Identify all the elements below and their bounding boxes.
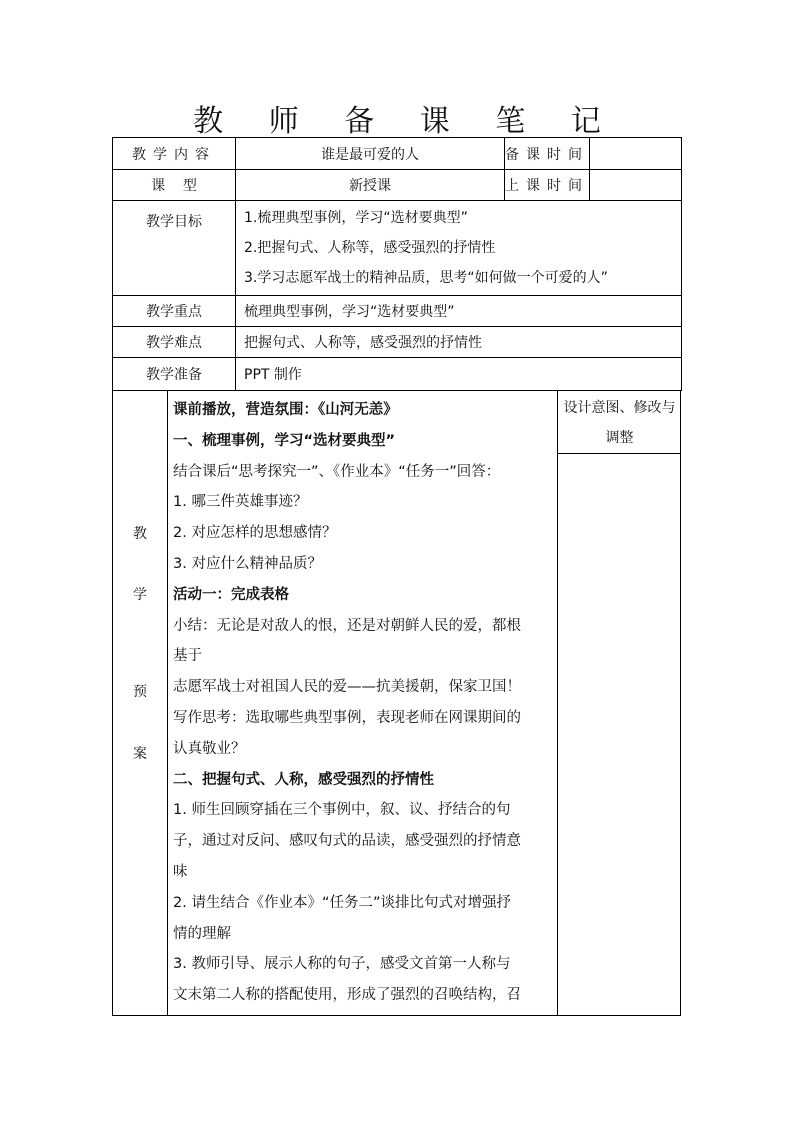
type-value: 新授课 (236, 170, 505, 201)
type-label: 课 型 (113, 170, 236, 201)
plan-line: 子，通过对反问、感叹句式的品读，感受强烈的抒情意 (173, 833, 521, 850)
row-content (113, 138, 682, 170)
plan-content (173, 395, 555, 1011)
goals-list (236, 201, 682, 296)
plan-line: 志愿军战士对祖国人民的爱——抗美援朝，保家卫国！ (173, 679, 521, 696)
preparation-label: 教学准备 (113, 358, 236, 391)
plan-line: 结合课后“思考探究一”、《作业本》“任务一”回答： (173, 463, 501, 480)
row-key-point (113, 296, 682, 327)
class-time-value (590, 170, 682, 201)
plan-line: 3. 教师引导、展示人称的句子，感受文首第一人称与 (173, 956, 511, 973)
goal-item: 2.把握句式、人称等，感受强烈的抒情性 (244, 240, 496, 256)
plan-line: 活动一：完成表格 (173, 586, 289, 603)
plan-line: 一、梳理事例，学习“选材要典型” (173, 432, 396, 449)
key-point-value: 梳理典型事例，学习“选材要典型” (236, 296, 682, 327)
plan-line: 3. 对应什么精神品质？ (173, 555, 322, 572)
plan-line: 1. 师生回顾穿插在三个事例中，叙、议、抒结合的句 (173, 802, 511, 819)
difficulty-label: 教学难点 (113, 327, 236, 358)
plan-line: 2. 请生结合《作业本》“任务二”谈排比句式对增强抒 (173, 894, 511, 911)
lesson-info-table (112, 137, 682, 391)
row-goals (113, 201, 682, 296)
design-notes-header (558, 393, 681, 453)
plan-line: 味 (173, 863, 188, 880)
divider (558, 453, 681, 454)
goals-label: 教学目标 (113, 201, 236, 296)
plan-line: 认真敬业？ (173, 740, 246, 757)
row-difficulty (113, 327, 682, 358)
side-label-char: 预 (133, 684, 147, 700)
row-type (113, 170, 682, 201)
plan-line: 2. 对应怎样的思想感情？ (173, 525, 337, 542)
divider (557, 391, 558, 1015)
class-time-label: 上课时间 (505, 170, 590, 201)
prep-time-value (590, 138, 682, 170)
side-label-char: 案 (133, 746, 147, 762)
content-label: 教学内容 (113, 138, 236, 170)
design-header-line: 调整 (605, 430, 634, 446)
difficulty-value: 把握句式、人称等，感受强烈的抒情性 (236, 327, 682, 358)
plan-line: 文末第二人称的搭配使用，形成了强烈的召唤结构，召 (173, 987, 521, 1004)
design-header-line: 设计意图、修改与 (563, 400, 676, 416)
preparation-value: PPT 制作 (236, 358, 682, 391)
plan-line: 基于 (173, 648, 202, 665)
divider (167, 391, 168, 1015)
side-label-char: 学 (133, 587, 147, 603)
key-point-label: 教学重点 (113, 296, 236, 327)
plan-line: 写作思考：选取哪些典型事例，表现老师在网课期间的 (173, 709, 521, 726)
plan-line: 1. 哪三件英雄事迹？ (173, 494, 308, 511)
row-preparation (113, 358, 682, 391)
plan-line: 课前播放，营造氛围：《山河无恙》 (173, 402, 398, 418)
page-title: 教 师 备 课 笔 记 (193, 104, 619, 139)
plan-line: 小结：无论是对敌人的恨，还是对朝鲜人民的爱，都根 (173, 617, 521, 634)
plan-line: 二、把握句式、人称，感受强烈的抒情性 (173, 771, 434, 788)
plan-line: 情的理解 (173, 925, 231, 942)
teaching-plan-section (112, 391, 681, 1016)
content-value: 谁是最可爱的人 (236, 138, 505, 170)
goal-item: 1.梳理典型事例，学习“选材要典型” (244, 210, 468, 226)
prep-time-label: 备课时间 (505, 138, 590, 170)
side-label-char: 教 (133, 526, 147, 542)
goal-item: 3.学习志愿军战士的精神品质，思考“如何做一个可爱的人” (244, 270, 608, 286)
